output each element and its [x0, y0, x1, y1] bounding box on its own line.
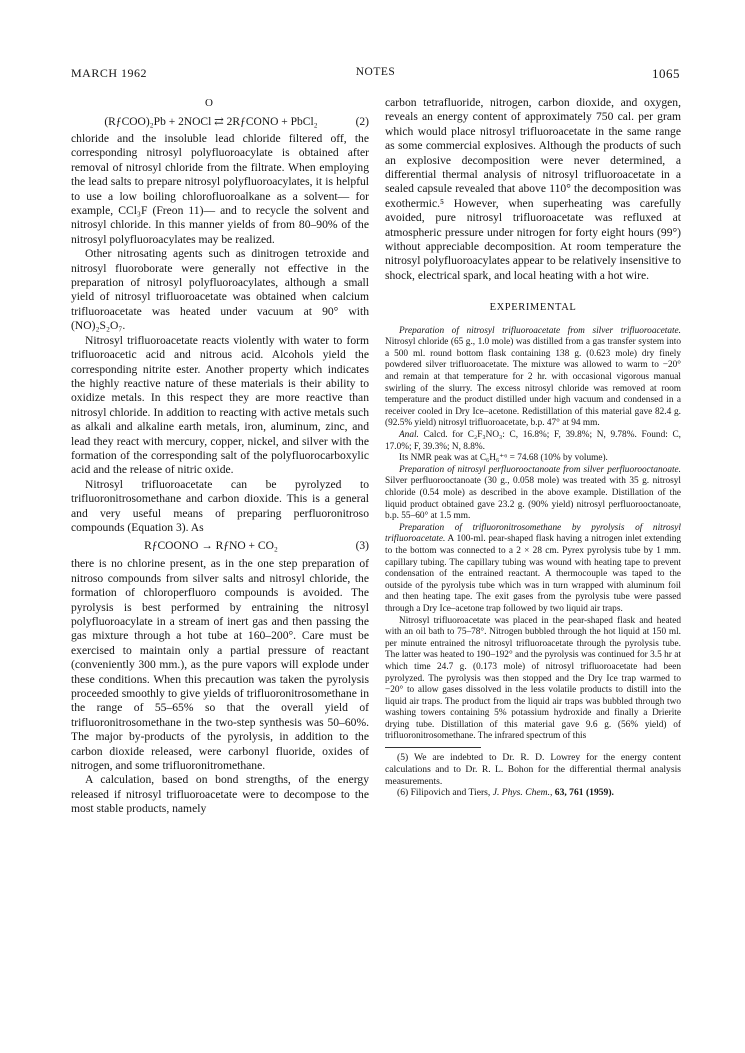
paragraph: carbon tetrafluoride, nitrogen, carbon dioxide, and oxygen, reveals an energy content of approximately 750 cal. per gram which would place nitrosyl trifluoroacetate in the same range as some commercial explosives. Although the products of such an explosive decomposition were never determined, a differential thermal analysis of nitrosyl trifluoroacetate in a sealed capsule revealed that above 110° the decomposition was exothermic.⁵ However, when superheating was carefully avoided, pure nitrosyl trifluoroacetate was refluxed at atmospheric pressure under nitrogen for forty eight hours (99°) without appreciable decomposition. At room temperature the nitrosyl polyfluoroacylates appear to be relatively insensitive to shock, electrical spark, and local heating with a hot wire. [385, 96, 681, 282]
header-section: NOTES [355, 66, 396, 78]
section-heading-experimental: EXPERIMENTAL [489, 302, 577, 314]
procedure-title: Preparation of nitrosyl trifluoroacetate from silver trifluoroacetate. [399, 325, 681, 336]
experimental-paragraph [385, 465, 681, 523]
footnote-5: (5) We are indebted to Dr. R. D. Lowrey for the energy content calculations and to Dr. R. L. Bohon for the differential thermal analysis measurements. [385, 752, 681, 787]
paragraph: Nitrosyl trifluoroacetate can be pyrolyzed to trifluoronitrosomethane and carbon dioxide. This is a general and very useful means of preparing perfluoronitroso compounds (Equation 3). As [71, 477, 369, 534]
equation-2-number: (2) [355, 116, 369, 128]
header-page-number: 1065 [652, 66, 680, 81]
procedure-body: A 100-ml. pear-shaped flask having a nitrogen inlet extending to the bottom was connected to a 2 × 28 cm. Pyrex pyrolysis tube by 1 mm. capillary tubing. The capillary tubing was wound with heating tape to prevent condensation of the entrained reactant. A thermocouple was taped to the outside of the pyrolysis tube which was in turn wrapped with aluminum foil and then heating tape. The exit gases from the pyrolysis tube were passed through a Dry Ice–acetone trap followed by two liquid air traps. [385, 534, 681, 614]
experimental-paragraph [385, 523, 681, 616]
nmr-paragraph: Its NMR peak was at C₆H₆⁺⁶ = 74.68 (10% by volume). [399, 453, 608, 464]
footnote-6-journal: J. Phys. Chem., [492, 787, 553, 799]
equation-3 [71, 535, 369, 557]
equation-3-number: (3) [355, 540, 369, 553]
left-column [71, 96, 369, 817]
footnote-6 [385, 787, 681, 799]
experimental-paragraph: Nitrosyl trifluoroacetate was placed in the pear-shaped flask and heated with an oil bath to 75–78°. Nitrogen bubbled through the hot liquid at 150 ml. per minute entrained the nitrosyl trifluoroacetate through the pyrolysis tube. The latter was heated to 190–192° and the pyrolysis was continued for 3.5 hr at which time 24.7 g. (0.173 mole) of nitrosyl trifluoroacetate had been pyrolyzed. The pyrolysis was then stopped and the Dry Ice trap warmed to −20° to allow gases dissolved in the less volatile products to distill into the liquid air traps. The product from the liquid air traps was bubbled through two washing towers containing 5% potassium hydroxide and finally a Drierite drying tube. Distillation of this material gave 9.6 g. (56% yield) of trifluoronitrosomethane. The infrared spectrum of this [385, 615, 681, 742]
paragraph: Other nitrosating agents such as dinitrogen tetroxide and nitrosyl fluoroborate were generally not effective in the preparation of nitrosyl polyfluoroacylates, although a small yield of nitrosyl trifluoroacetate was obtained when calcium trifluoroacetate was heated under vacuum at 90° with (NO)₂S₂O₇. [71, 247, 369, 333]
procedure-body: Silver perfluorooctanoate (30 g., 0.058 mole) was treated with 35 g. nitrosyl chloride (0.54 mole) as described in the above example. Distillation of the liquid product obtained gave 23.2 g. (90% yield) nitrosyl perfluorooctanoate, b.p. 55–60° at 1.5 mm. [385, 476, 681, 522]
equation-2-body: (RƒCOO)₂Pb + 2NOCl ⇄ 2RƒCONO + PbCl₂ [104, 116, 318, 128]
equation-2-oxygen: O [205, 97, 213, 109]
running-header [71, 66, 680, 82]
paragraph: Nitrosyl trifluoroacetate reacts violently with water to form trifluoroacetic acid and nitrous acid. Alcohols yield the corresponding nitrite ester. Another property which indicates the highly reactive nature of these materials is their ability to oxidize metals. In this respect they are more reactive than nitrosyl chloride. In addition to reacting with active metals such as alkali and alkaline earth metals, iron, aluminum, zinc, and lead they react with mercury, copper, nickel, and silver with the formation of the corresponding salt of the polyfluorocarboxylic acid and the release of nitric oxide. [71, 333, 369, 477]
analysis-paragraph [385, 430, 681, 453]
procedure-body: Nitrosyl chloride (65 g., 1.0 mole) was distilled from a gas transfer system into a 500 ml. round bottom flask containing 138 g. (0.623 mole) dry finely powdered silver trifluoroacetate. The mixture was allowed to warm to −20° and remain at that temperature for 2 hr. with occasional vigorous manual swirling of the slurry. The excess nitrosyl chloride was removed at room temperature and the product distilled under high vacuum and condensed in a receiver cooled in Dry Ice–acetone. Redistillation of this material gave 82.4 g. (92.5% yield) nitrosyl trifluoroacetate, b.p. 47° at 94 mm. [385, 337, 681, 429]
right-column [385, 96, 681, 799]
procedure-title: Preparation of trifluoronitrosomethane by pyrolysis of nitrosyl trifluoroacetate. [385, 522, 681, 545]
experimental-paragraph [385, 326, 681, 430]
header-date: MARCH 1962 [71, 66, 148, 80]
footnote-divider [385, 747, 481, 748]
procedure-title: Preparation of nitrosyl perfluorooctanoate from silver perfluorooctanoate. [399, 464, 681, 475]
footnote-6-volume: 63, 761 (1959). [554, 787, 614, 799]
footnote-6-authors: (6) Filipovich and Tiers, [397, 787, 491, 799]
analysis-body: Calcd. for C₂F₃NO₃: C, 16.8%; F, 39.8%; N, 9.78%. Found: C, 17.0%; F, 39.3%; N, 8.8%. [385, 430, 682, 452]
equation-2 [71, 96, 369, 132]
paragraph: there is no chlorine present, as in the one step preparation of nitroso compounds from silver salts and nitrosyl chloride, the formation of chloroperfluoro compounds is avoided. The pyrolysis is best performed by entraining the nitrosyl polyfluoroacylate in a stream of inert gas and then passing the gas mixture through a hot tube at 160–200°. Care must be exercised to maintain only a partial pressure of reactant (conveniently 300 mm.), as the pure vapors will explode under these conditions. When this precaution was taken the pyrolysis proceeded smoothly to give yields of trifluoronitrosomethane in the range of 55–65% so that the overall yield of trifluoronitrosomethane in the two-step synthesis was 50–60%. The major by-products of the pyrolysis, in addition to the carbon dioxide released, were carbonyl fluoride, oxides of nitrogen, and some trifluoronitromethane. [71, 557, 369, 773]
paragraph: chloride and the insoluble lead chloride filtered off, the corresponding nitrosyl polyfluoroacylate is obtained after removal of nitrosyl chloride from the filtrate. When employing the lead salts to prepare nitrosyl polyfluoroacylates, it is helpful to use a low boiling chlorofluoroalkane as a solvent— for example, CCl₃F (Freon 11)— and to recycle the solvent and nitrosyl chloride. In this manner yields of from 80–90% of the nitrosyl polyfluoroacylates may be realized. [71, 132, 369, 246]
paragraph: A calculation, based on bond strengths, of the energy released if nitrosyl trifluoroacetate were to decompose to the most stable products, namely [71, 773, 369, 816]
equation-3-body: RƒCOONO → RƒNO + CO₂ [144, 540, 278, 553]
analysis-label: Anal. [399, 430, 419, 441]
